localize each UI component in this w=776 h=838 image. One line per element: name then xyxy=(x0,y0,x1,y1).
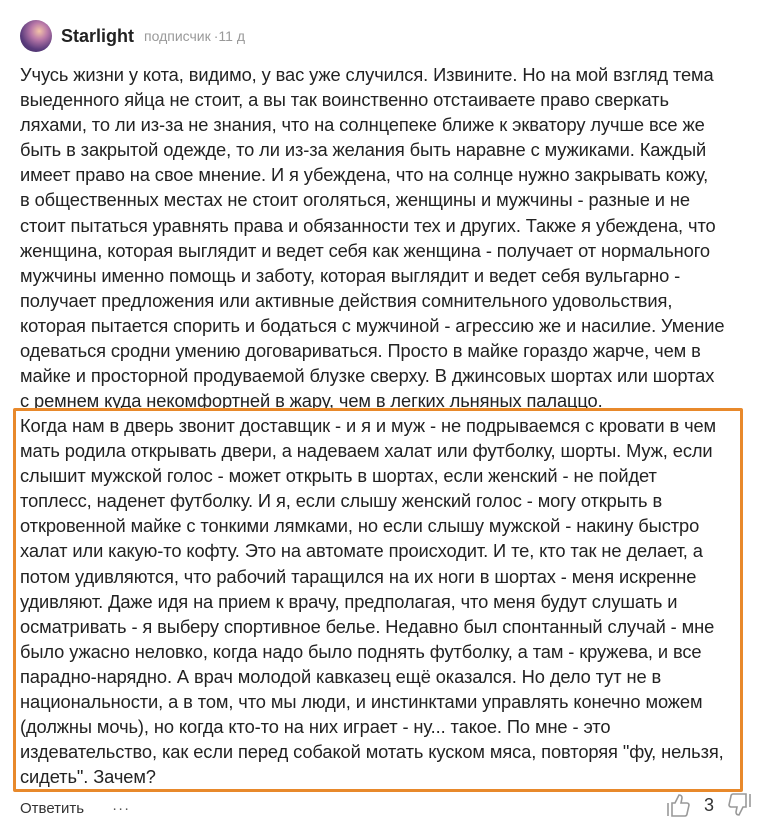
text-line: потом удивляются, что рабочий таращился на их ноги в шортах - меня искренне xyxy=(20,565,697,587)
text-line: Учусь жизни у кота, видимо, у вас уже случился. Извините. Но на мой взгляд тема xyxy=(20,64,714,85)
text-line: которая пытается спорить и бодаться с мужчиной - агрессию же и насилие. Умение xyxy=(20,314,725,336)
text-line: осматривать - я выберу спортивное белье. Недавно был спонтанный случай - мне xyxy=(20,615,715,637)
text-line: издевательство, как если перед собакой мотать куском мяса, повторяя "фу, нельзя, xyxy=(20,741,724,763)
text-line: мужчины именно помощь и заботу, которая выглядит и ведет себя вульгарно - xyxy=(20,264,681,286)
text-line: удивляют. Даже идя на прием к врачу, предполагая, что меня будут слушать и xyxy=(20,590,678,612)
reply-button[interactable]: Ответить xyxy=(20,800,85,817)
more-options-button[interactable]: ··· xyxy=(112,800,131,817)
author-name[interactable]: Starlight xyxy=(61,25,135,46)
avatar[interactable] xyxy=(20,20,52,52)
text-line: халат или какую-то кофту. Это на автомате происходит. И те, кто так не делает, а xyxy=(20,540,703,562)
text-line: в общественных местах не стоит оголяться, женщины и мужчины - разные и не xyxy=(20,189,690,211)
text-line: откровенной майке с тонкими лямками, но если слышу мужской - накину быстро xyxy=(20,515,700,537)
comment-header xyxy=(20,20,245,52)
text-line: национальности, а в том, что мы люди, и инстинктами управлять конечно можем xyxy=(20,691,703,713)
text-line: женщина, которая выглядит и ведет себя как женщина - получает от нормального xyxy=(20,239,710,261)
thumbs-down-icon[interactable] xyxy=(728,792,752,818)
text-line: Когда нам в дверь звонит доставщик - и я и муж - не подрываемся с кровати в чем xyxy=(20,415,717,436)
text-line: топлесс, наденет футболку. И я, если слышу женский голос - могу открыть в xyxy=(20,490,663,512)
text-line: с ремнем куда некомфортней в жару, чем в легких льняных палаццо. xyxy=(20,390,603,412)
thumbs-up-icon[interactable] xyxy=(666,792,690,818)
comment-paragraph-1 xyxy=(20,62,724,413)
text-line: стоит пытаться уравнять права и обязанности тех и других. Также я убеждена, что xyxy=(20,214,716,236)
comment-age: 11 д xyxy=(218,28,245,44)
like-count: 3 xyxy=(703,794,714,815)
text-line: было ужасно неловко, когда надо было поднять футболку, а там - кружева, и все xyxy=(20,640,702,662)
text-line: имеет право на свое мнение. И я убеждена, что на солнце нужно закрывать кожу, xyxy=(20,164,709,186)
comment-actions xyxy=(20,800,130,817)
text-line: ляхами, то ли из-за не знания, что на солнцепеке ближе к экватору лучше все же xyxy=(20,114,705,136)
separator: · xyxy=(213,28,219,44)
votes xyxy=(666,792,752,818)
text-line: быть в закрытой одежде, то ли из-за желания быть наравне с мужиками. Каждый xyxy=(20,139,707,161)
text-line: слышит мужской голос - может открыть в шортах, если женский - не пойдет xyxy=(20,465,657,487)
text-line: мать родила открывать двери, а надеваем халат или футболку, шорты. Муж, если xyxy=(20,440,713,462)
text-line: (должны мочь), но когда кто-то на них играет - ну... такое. По мне - это xyxy=(20,716,611,738)
text-line: выеденного яйца не стоит, а вы так воинственно отстаиваете право сверкать xyxy=(20,89,669,111)
comment-paragraph-2 xyxy=(20,413,724,789)
text-line: получает предложения или активные действия сомнительного удовольствия, xyxy=(20,289,673,311)
author-role: подписчик xyxy=(144,28,211,44)
text-line: одеваться сродни умению договариваться. Просто в майке гораздо жарче, чем в xyxy=(20,340,701,362)
text-line: парадно-нарядно. А врач молодой кавказец ещё оказался. Но дело тут не в xyxy=(20,665,662,687)
text-line: майке и просторной продуваемой блузке сверху. В джинсовых шортах или шортах xyxy=(20,365,715,387)
text-line: сидеть". Зачем? xyxy=(20,766,156,788)
